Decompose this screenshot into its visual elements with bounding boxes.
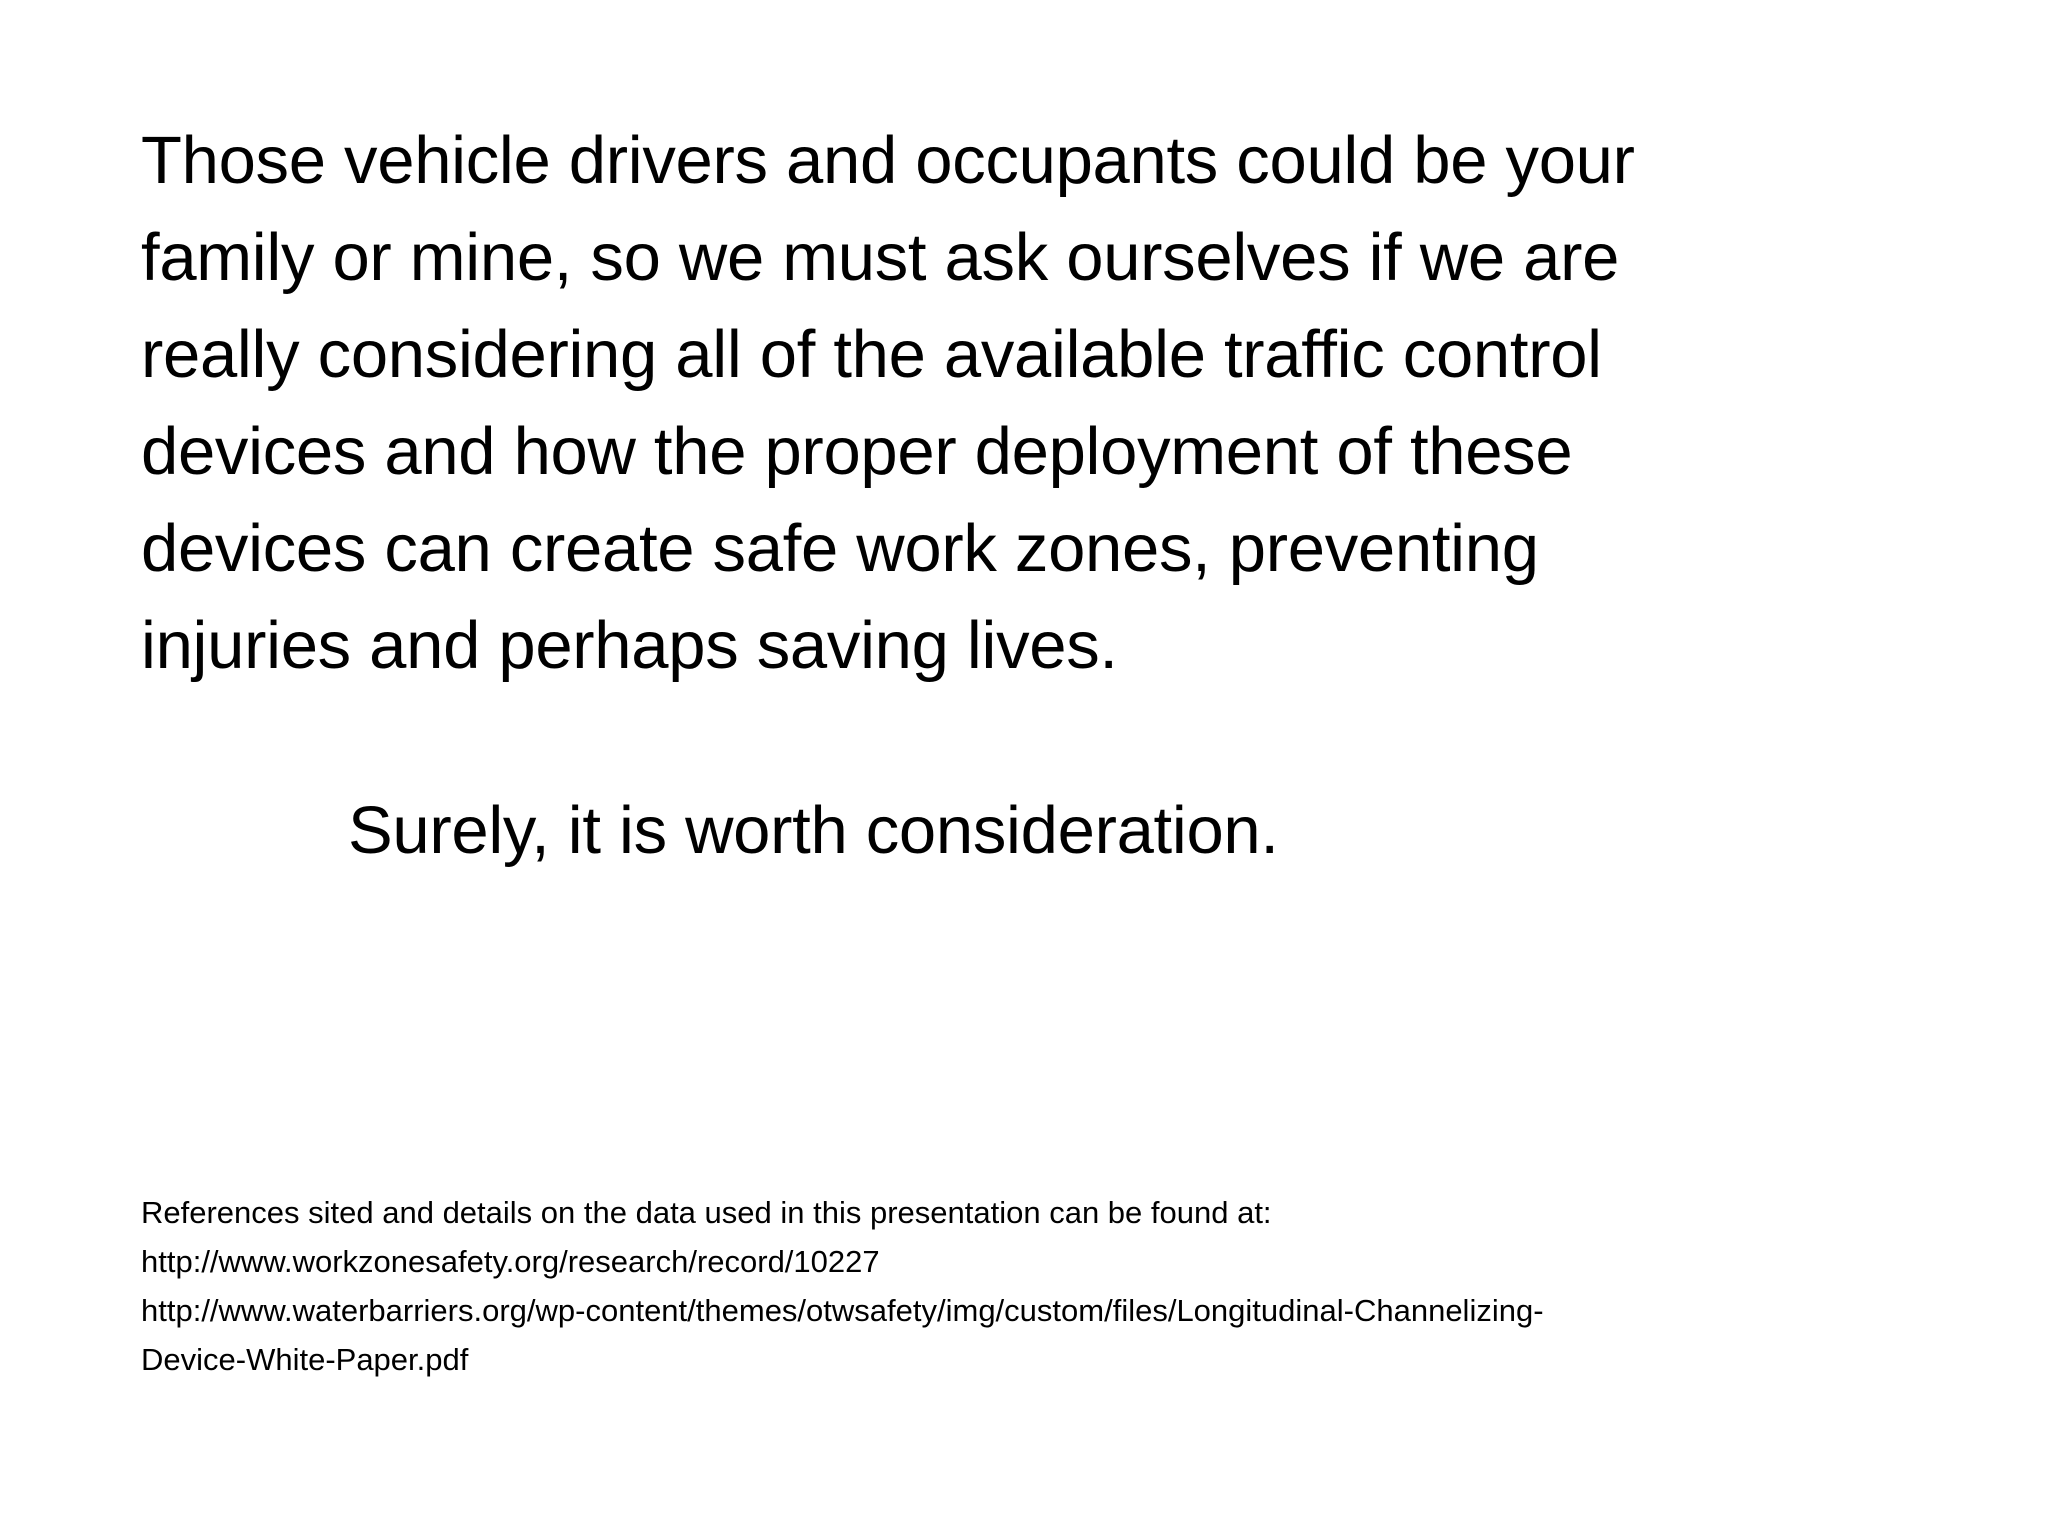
reference-link-workzonesafety[interactable]: http://www.workzonesafety.org/research/record/10227	[141, 1244, 880, 1279]
closing-statement: Surely, it is worth consideration.	[348, 793, 1279, 868]
body-line: devices can create safe work zones, preventing	[141, 511, 1539, 586]
body-line: devices and how the proper deployment of these	[141, 414, 1573, 489]
body-line: injuries and perhaps saving lives.	[141, 608, 1118, 683]
body-line: Those vehicle drivers and occupants could be your	[141, 123, 1635, 198]
reference-link-waterbarriers[interactable]: http://www.waterbarriers.org/wp-content/themes/otwsafety/img/custom/files/Longitudinal-Channelizing-	[141, 1293, 1544, 1328]
references-intro: References sited and details on the data used in this presentation can be found at:	[141, 1195, 1272, 1230]
body-line: family or mine, so we must ask ourselves if we are	[141, 220, 1620, 295]
references-section	[141, 1188, 1941, 1384]
body-line: really considering all of the available traffic control	[141, 317, 1602, 392]
slide-body-text	[141, 112, 1841, 694]
reference-link-waterbarriers-continued[interactable]: Device-White-Paper.pdf	[141, 1342, 469, 1377]
